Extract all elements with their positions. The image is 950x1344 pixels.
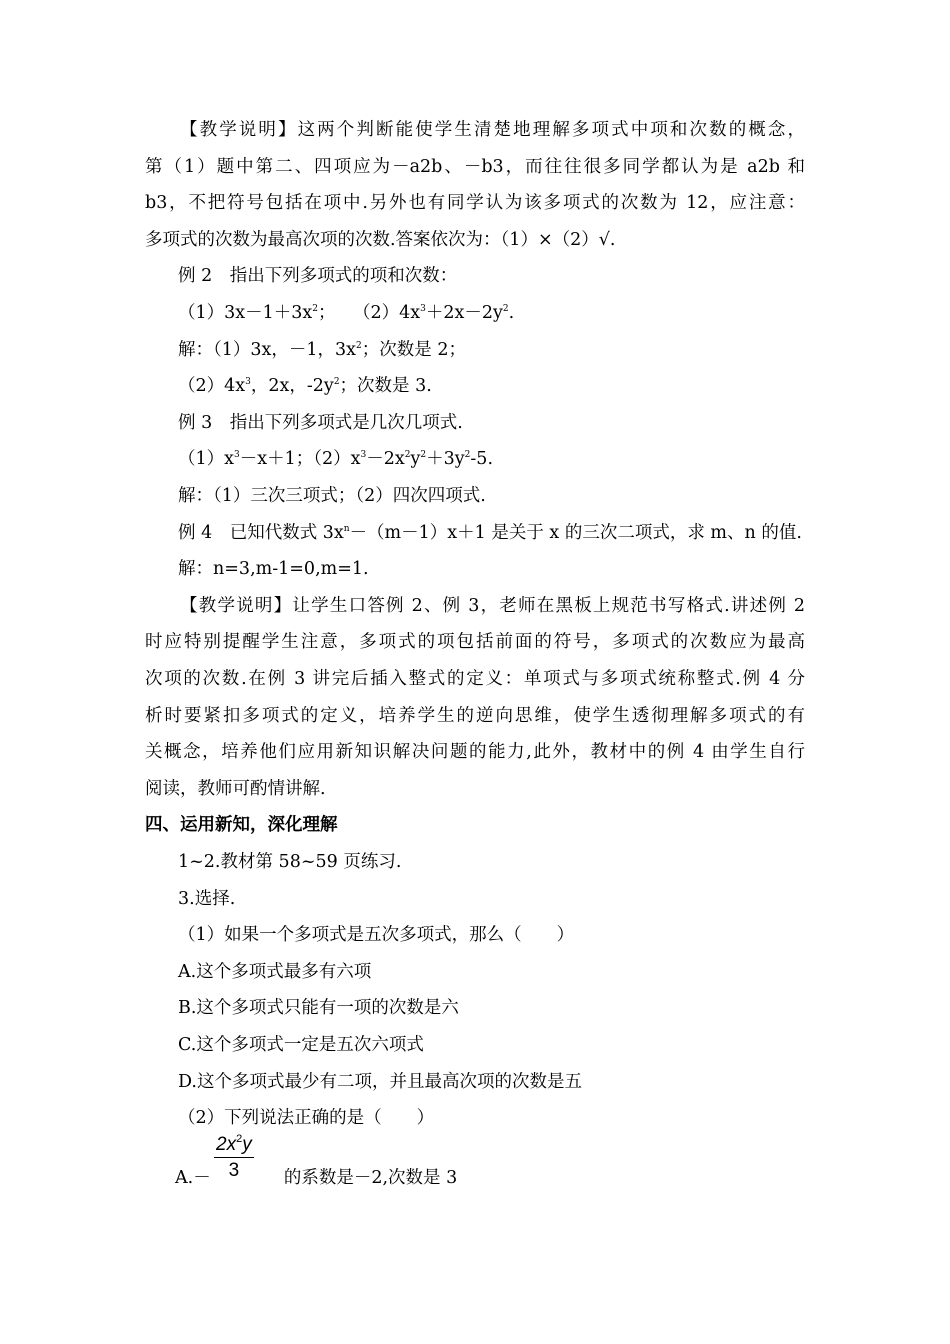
text-run: C.这个多项式一定是五次六项式 bbox=[178, 1035, 424, 1055]
text-run: 解：n=3,m-1=0,m=1. bbox=[178, 559, 369, 580]
text-line bbox=[180, 595, 805, 617]
text-run: 例 4 已知代数式 3x bbox=[178, 522, 344, 543]
fraction-exponent: 2 bbox=[236, 1133, 243, 1145]
text-run: -5. bbox=[470, 449, 494, 470]
text-run: 1~2.教材第 58~59 页练习. bbox=[178, 852, 402, 872]
text-run: 例 2 指出下列多项式的项和次数： bbox=[178, 266, 458, 287]
text-line bbox=[178, 1107, 434, 1129]
text-line bbox=[145, 631, 805, 653]
text-line bbox=[178, 1034, 424, 1056]
text-run: －（m－1）x＋1 是关于 x 的三次二项式，求 m、n 的值. bbox=[349, 522, 802, 543]
text-line bbox=[178, 558, 369, 580]
text-run: ；次数是 3. bbox=[339, 376, 432, 397]
text-line bbox=[178, 888, 235, 910]
option-a-suffix: 的系数是－2,次数是 3 bbox=[283, 1168, 458, 1188]
text-line bbox=[180, 119, 805, 141]
text-run: 【教学说明】让学生口答例 2、例 3，老师在黑板上规范书写格式.讲述例 2 bbox=[180, 595, 805, 616]
text-run: 时应特别提醒学生注意，多项式的项包括前面的符号，多项式的次数应为最高 bbox=[145, 632, 805, 653]
text-run: 析时要紧扣多项式的定义，培养学生的逆向思维，使学生透彻理解多项式的有 bbox=[145, 705, 805, 726]
text-line bbox=[178, 375, 432, 397]
text-line bbox=[145, 705, 805, 727]
superscript: 3 bbox=[245, 377, 251, 388]
superscript: 2 bbox=[420, 450, 427, 461]
text-run: （1）3x－1＋3x bbox=[178, 303, 313, 323]
superscript: 2 bbox=[464, 450, 471, 461]
text-run: ＋2x－2y bbox=[425, 303, 503, 323]
superscript: 2 bbox=[333, 377, 340, 388]
text-line bbox=[145, 741, 805, 763]
text-run: b3，不把符号包括在项中.另外也有同学认为该多项式的次数为 12，应注意： bbox=[145, 193, 805, 214]
fraction-denominator: 3 bbox=[228, 1160, 240, 1181]
option-a-prefix: A.－ bbox=[175, 1168, 211, 1188]
text-line bbox=[145, 229, 615, 251]
text-run: . bbox=[508, 303, 515, 323]
section-heading bbox=[145, 814, 338, 836]
text-run: ；次数是 2； bbox=[361, 339, 466, 360]
text-line bbox=[178, 522, 802, 544]
text-run: 第（1）题中第二、四项应为－a2b、－b3，而往往很多同学都认为是 a2b 和 bbox=[145, 156, 805, 177]
text-line bbox=[178, 997, 459, 1019]
text-run: （2）4x bbox=[178, 376, 246, 397]
text-run: ＋3y bbox=[426, 449, 465, 470]
fraction-numerator: 2x bbox=[216, 1134, 237, 1155]
text-run: D.这个多项式最少有二项，并且最高次项的次数是五 bbox=[178, 1071, 582, 1092]
text-run: 解：（1）三次三项式；（2）四次四项式. bbox=[178, 486, 486, 506]
text-line bbox=[145, 778, 326, 800]
text-run: B.这个多项式只能有一项的次数是六 bbox=[178, 998, 459, 1019]
text-line bbox=[178, 961, 371, 983]
text-run: A.这个多项式最多有六项 bbox=[178, 961, 372, 982]
text-run: （2）下列说法正确的是（ ） bbox=[178, 1108, 435, 1129]
text-run: 四、运用新知，深化理解 bbox=[145, 815, 338, 836]
superscript: 2 bbox=[356, 340, 362, 351]
text-line bbox=[178, 302, 514, 324]
text-run: y bbox=[410, 449, 421, 470]
text-run: 【教学说明】这两个判断能使学生清楚地理解多项式中项和次数的概念， bbox=[180, 120, 805, 140]
text-run: ，2x，-2y bbox=[250, 376, 334, 397]
fraction-2x2y-over-3 bbox=[214, 1134, 254, 1182]
text-run: －x＋1；（2）x bbox=[239, 449, 361, 470]
text-run: ； （2）4x bbox=[318, 303, 421, 323]
text-run: －2x bbox=[366, 449, 405, 470]
superscript: 3 bbox=[234, 450, 240, 461]
text-run: （1）x bbox=[178, 449, 235, 470]
text-line bbox=[178, 851, 401, 873]
text-line bbox=[178, 265, 457, 287]
text-run: 多项式的次数为最高次项的次数.答案依次为：（1）×（2）√. bbox=[145, 229, 616, 250]
superscript: 3 bbox=[420, 304, 426, 314]
superscript: n bbox=[343, 523, 350, 534]
text-line bbox=[145, 668, 805, 690]
text-run: 关概念，培养他们应用新知识解决问题的能力,此外，教材中的例 4 由学生自行 bbox=[145, 742, 805, 763]
text-run: （1）如果一个多项式是五次多项式，那么（ ） bbox=[178, 925, 575, 946]
text-line bbox=[145, 156, 805, 178]
fraction-numerator-tail: y bbox=[242, 1134, 252, 1155]
text-line bbox=[178, 412, 463, 434]
text-run: 3.选择. bbox=[178, 888, 236, 909]
superscript: 2 bbox=[404, 450, 411, 461]
text-line bbox=[145, 192, 805, 214]
text-run: 解：（1）3x，－1，3x bbox=[178, 339, 357, 360]
text-line bbox=[178, 924, 574, 946]
text-run: 次项的次数.在例 3 讲完后插入整式的定义：单项式与多项式统称整式.例 4 分 bbox=[145, 669, 805, 689]
text-run: 阅读，教师可酌情讲解. bbox=[145, 778, 326, 799]
superscript: 3 bbox=[360, 450, 367, 461]
text-line bbox=[178, 485, 486, 507]
superscript: 2 bbox=[502, 304, 509, 314]
text-run: 例 3 指出下列多项式是几次几项式. bbox=[178, 412, 463, 433]
text-line bbox=[178, 448, 493, 470]
superscript: 2 bbox=[312, 304, 319, 314]
text-line bbox=[178, 1071, 582, 1093]
text-line bbox=[178, 339, 466, 361]
